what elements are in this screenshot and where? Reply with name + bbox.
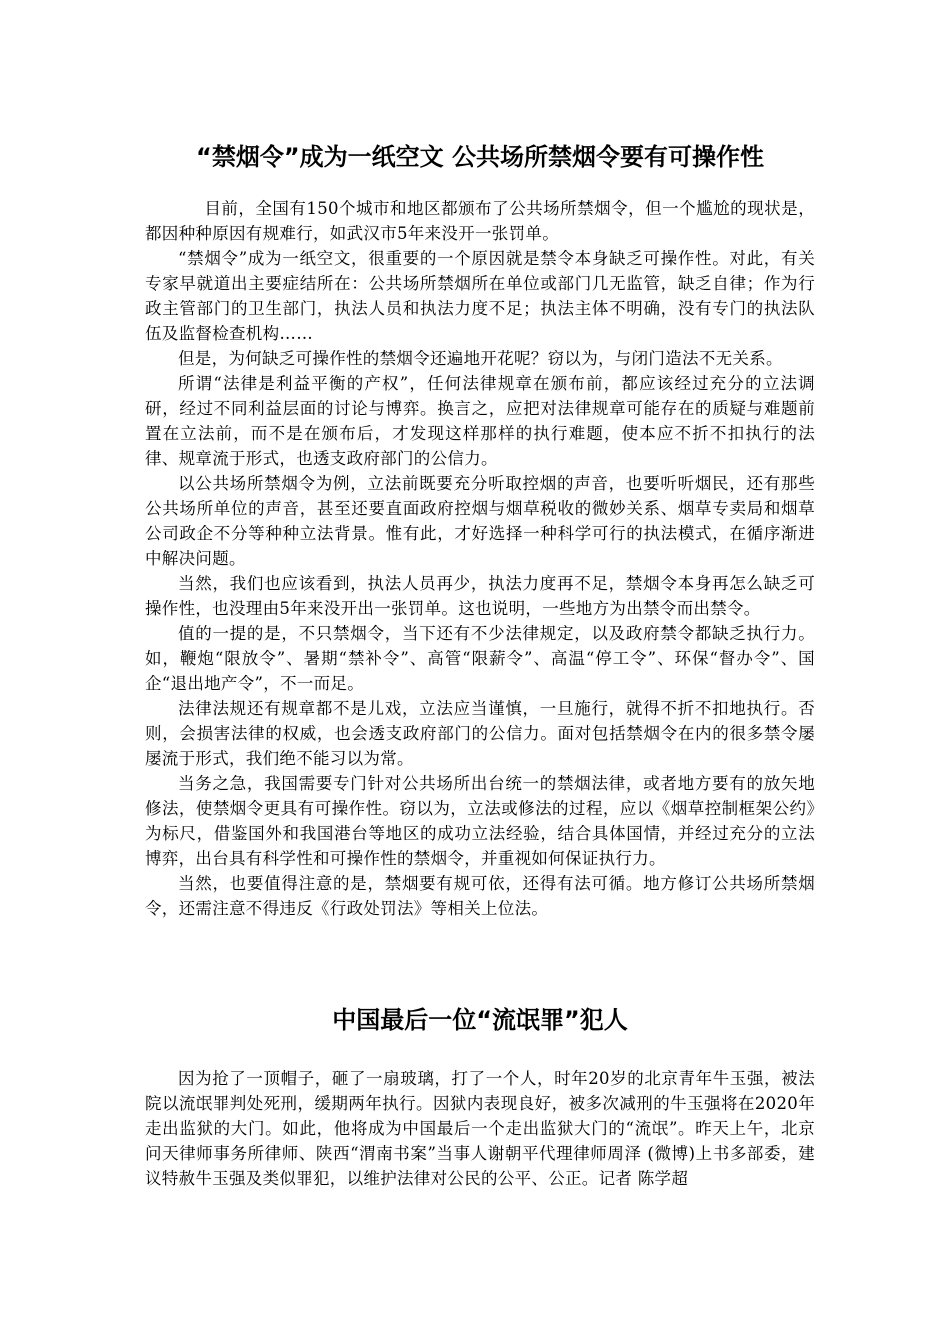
article-1-paragraph-2: “禁烟令”成为一纸空文，很重要的一个原因就是禁令本身缺乏可操作性。对此，有关专家早就道出主要症结所在：公共场所禁烟所在单位或部门几无监管，缺乏自律；作为行政主管部门的卫生部门，执法人员和执法力度不足；执法主体不明确，没有专门的执法队伍及监督检查机构…… [145, 249, 815, 343]
article-1-paragraph-5: 以公共场所禁烟令为例，立法前既要充分听取控烟的声音，也要听听烟民，还有那些公共场所单位的声音，甚至还要直面政府控烟与烟草税收的微妙关系、烟草专卖局和烟草公司政企不分等种种立法背景。惟有此，才好选择一种科学可行的执法模式，在循序渐进中解决问题。 [145, 474, 815, 568]
article-1-paragraph-7: 值的一提的是，不只禁烟令，当下还有不少法律规定，以及政府禁令都缺乏执行力。如，鞭炮“限放令”、暑期“禁补令”、高管“限薪令”、高温“停工令”、环保“督办令”、国企“退出地产令”，不一而足。 [145, 624, 815, 693]
article-1-title: “禁烟令”成为一纸空文 公共场所禁烟令要有可操作性 [196, 143, 764, 171]
article-1-paragraph-4: 所谓“法律是利益平衡的产权”，任何法律规章在颁布前，都应该经过充分的立法调研，经过不同利益层面的讨论与博弈。换言之，应把对法律规章可能存在的质疑与难题前置在立法前，而不是在颁布后，才发现这样那样的执行难题，使本应不折不扣执行的法律、规章流于形式，也透支政府部门的公信力。 [145, 374, 815, 468]
article-1-paragraph-9: 当务之急，我国需要专门针对公共场所出台统一的禁烟法律，或者地方要有的放矢地修法，使禁烟令更具有可操作性。窃以为，立法或修法的过程，应以《烟草控制框架公约》为标尺，借鉴国外和我国港台等地区的成功立法经验，结合具体国情，并经过充分的立法博弈，出台具有科学性和可操作性的禁烟令，并重视如何保证执行力。 [145, 774, 815, 868]
article-2-paragraph-1: 因为抢了一顶帽子，砸了一扇玻璃，打了一个人，时年20岁的北京青年牛玉强，被法院以流氓罪判处死刑，缓期两年执行。因狱内表现良好，被多次减刑的牛玉强将在2020年走出监狱的大门。如此，他将成为中国最后一个走出监狱大门的“流氓”。昨天上午，北京问天律师事务所律师、陕西“渭南书案”当事人谢朝平代理律师周泽 (微博)上书多部委，建议特赦牛玉强及类似罪犯，以维护法律对公民的公平、公正。记者 陈学超 [145, 1069, 815, 1188]
article-1-paragraph-6: 当然，我们也应该看到，执法人员再少，执法力度再不足，禁烟令本身再怎么缺乏可操作性，也没理由5年来没开出一张罚单。这也说明，一些地方为出禁令而出禁令。 [145, 574, 815, 618]
article-1-paragraph-1: 目前，全国有150个城市和地区都颁布了公共场所禁烟令，但一个尴尬的现状是，都因种种原因有规难行，如武汉市5年来没开一张罚单。 [145, 199, 815, 243]
article-2-title: 中国最后一位“流氓罪”犯人 [332, 1006, 628, 1034]
article-1-paragraph-8: 法律法规还有规章都不是儿戏，立法应当谨慎，一旦施行，就得不折不扣地执行。否则，会损害法律的权威，也会透支政府部门的公信力。面对包括禁烟令在内的很多禁令屡屡流于形式，我们绝不能习以为常。 [145, 699, 815, 768]
article-2-body [145, 1066, 815, 1191]
article-1-paragraph-3: 但是，为何缺乏可操作性的禁烟令还遍地开花呢？窃以为，与闭门造法不无关系。 [178, 349, 783, 368]
article-1-body [145, 196, 815, 921]
article-1-paragraph-10: 当然，也要值得注意的是，禁烟要有规可依，还得有法可循。地方修订公共场所禁烟令，还需注意不得违反《行政处罚法》等相关上位法。 [145, 874, 815, 918]
